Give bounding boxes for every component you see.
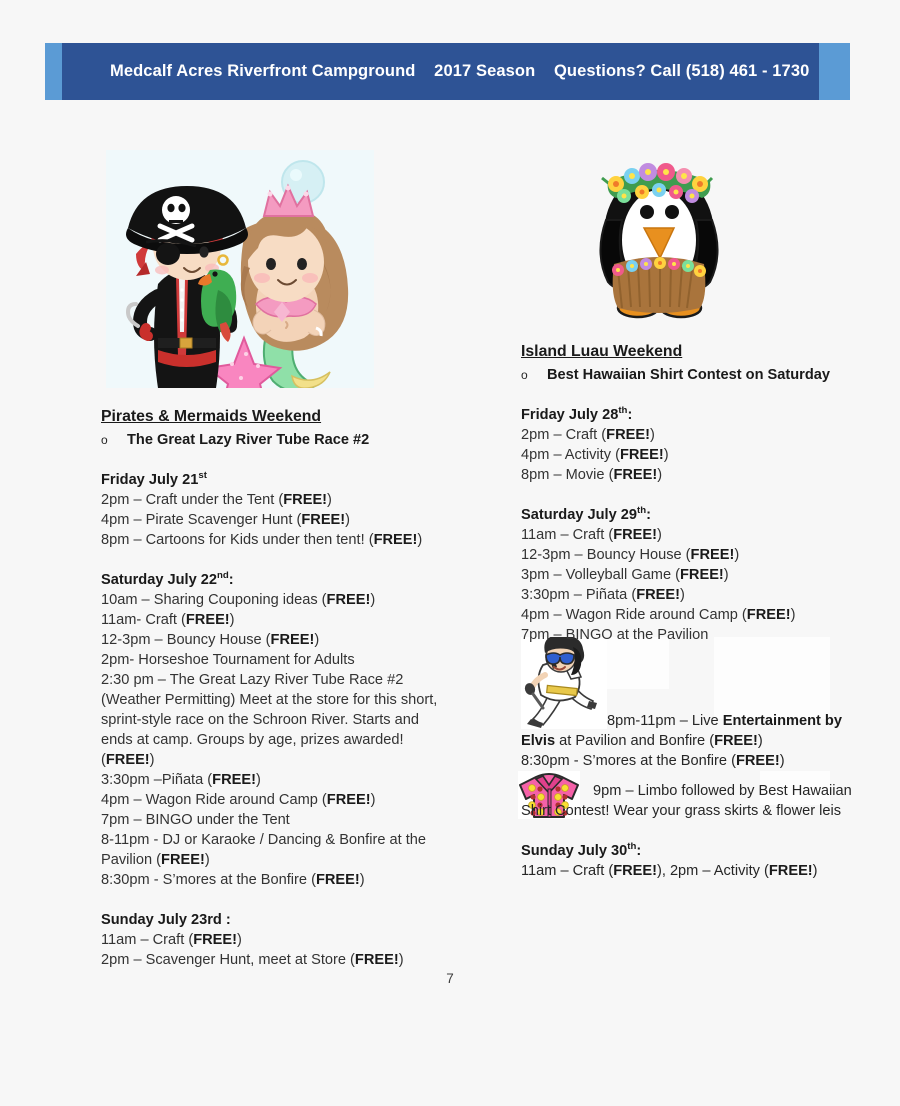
spacer <box>521 385 856 405</box>
event-line: 3:30pm –Piñata (FREE!) <box>101 772 261 788</box>
header-title: Medcalf Acres Riverfront Campground 2017 Season Questions? Call (518) 461 - 1730 <box>110 62 810 80</box>
event-line: 3:30pm – Piñata (FREE!) <box>521 587 685 603</box>
friday-july-21-heading: Friday July 21st <box>101 470 207 488</box>
event-line: 11am – Craft (FREE!) <box>101 932 242 948</box>
pirate-and-mermaid-clipart <box>106 150 374 388</box>
island-luau-heading: Island Luau Weekend <box>521 343 683 360</box>
event-line: 8:30pm - S’mores at the Bonfire (FREE!) <box>101 872 365 888</box>
pirates-mermaids-heading: Pirates & Mermaids Weekend <box>101 408 322 425</box>
header-accent-right <box>819 43 850 100</box>
pirates-mermaids-bullet <box>101 430 446 450</box>
event-line: 7pm – BINGO at the Pavilion <box>521 627 709 643</box>
sunday-july-23-heading: Sunday July 23rd : <box>101 912 231 928</box>
ordinal-suffix: nd <box>217 570 229 582</box>
limbo-event-line-cont: Shirt Contest! Wear your grass skirts & flower leis <box>521 803 842 819</box>
island-luau-bullet-text: Best Hawaiian Shirt Contest on Saturday <box>547 367 831 383</box>
event-line: 4pm – Wagon Ride around Camp (FREE!) <box>521 607 796 623</box>
saturday-july-22-heading: Saturday July 22nd: <box>101 570 234 588</box>
event-line: 8:30pm - S’mores at the Bonfire (FREE!) <box>521 753 785 769</box>
event-line: 12-3pm – Bouncy House (FREE!) <box>101 632 320 648</box>
event-line: 8-11pm - DJ or Karaoke / Dancing & Bonfire at the Pavilion (FREE!) <box>101 832 427 868</box>
event-line: 2pm – Craft under the Tent (FREE!) <box>101 492 332 508</box>
right-column <box>521 341 856 645</box>
friday-july-28-heading: Friday July 28th: <box>521 405 633 423</box>
ordinal-suffix: th <box>627 841 637 853</box>
event-line: 4pm – Pirate Scavenger Hunt (FREE!) <box>101 512 351 528</box>
spacer <box>101 890 446 910</box>
bullet-circle-icon: o <box>521 368 528 382</box>
elvis-event-line: 8pm-11pm – Live Entertainment by <box>607 713 842 729</box>
event-line: 11am- Craft (FREE!) <box>101 612 235 628</box>
spacer <box>101 450 446 470</box>
limbo-contest-block <box>521 781 856 881</box>
event-line: 8pm – Movie (FREE!) <box>521 467 663 483</box>
header-bar <box>62 43 819 100</box>
page-number: 7 <box>446 971 454 986</box>
header-banner <box>45 43 850 100</box>
spacer <box>101 550 446 570</box>
event-line: 2pm – Scavenger Hunt, meet at Store (FREE!) <box>101 952 404 968</box>
left-column <box>101 406 446 970</box>
ordinal-suffix: st <box>198 470 207 482</box>
elvis-event-line-cont: Elvis at Pavilion and Bonfire (FREE!) <box>521 733 763 749</box>
event-line: 10am – Sharing Couponing ideas (FREE!) <box>101 592 376 608</box>
limbo-event-line: 9pm – Limbo followed by Best Hawaiian <box>593 783 852 799</box>
event-line: 7pm – BINGO under the Tent <box>101 812 290 828</box>
spacer <box>521 821 856 841</box>
sunday-july-30-heading: Sunday July 30th: <box>521 841 642 859</box>
event-line: 2pm- Horseshoe Tournament for Adults <box>101 652 355 668</box>
ordinal-suffix: th <box>618 405 628 417</box>
event-line: 3pm – Volleyball Game (FREE!) <box>521 567 729 583</box>
pirates-mermaids-bullet-text: The Great Lazy River Tube Race #2 <box>127 432 370 448</box>
ordinal-suffix: th <box>637 505 647 517</box>
event-line: 11am – Craft (FREE!) <box>521 527 662 543</box>
elvis-entertainment-block <box>521 711 856 771</box>
event-line: 2pm – Craft (FREE!) <box>521 427 655 443</box>
elvis-image-whitespace-b <box>714 637 830 719</box>
header-accent-left <box>45 43 62 100</box>
event-line: 4pm – Activity (FREE!) <box>521 447 669 463</box>
event-line: 4pm – Wagon Ride around Camp (FREE!) <box>101 792 376 808</box>
hula-penguin-clipart <box>592 148 726 324</box>
event-line: 2:30 pm – The Great Lazy River Tube Race #2 (Weather Permitting) Meet at the store for this short, sprint-style race on the Schroon River. Starts and ends at camp. Groups by age, prizes awarded! (FREE!) <box>101 672 438 768</box>
event-line: 8pm – Cartoons for Kids under then tent! (FREE!) <box>101 532 423 548</box>
event-line: 12-3pm – Bouncy House (FREE!) <box>521 547 740 563</box>
island-luau-bullet <box>521 365 856 385</box>
spacer <box>521 485 856 505</box>
event-line: 11am – Craft (FREE!), 2pm – Activity (FREE!) <box>521 863 818 879</box>
bullet-circle-icon: o <box>101 433 108 447</box>
saturday-july-29-heading: Saturday July 29th: <box>521 505 651 523</box>
